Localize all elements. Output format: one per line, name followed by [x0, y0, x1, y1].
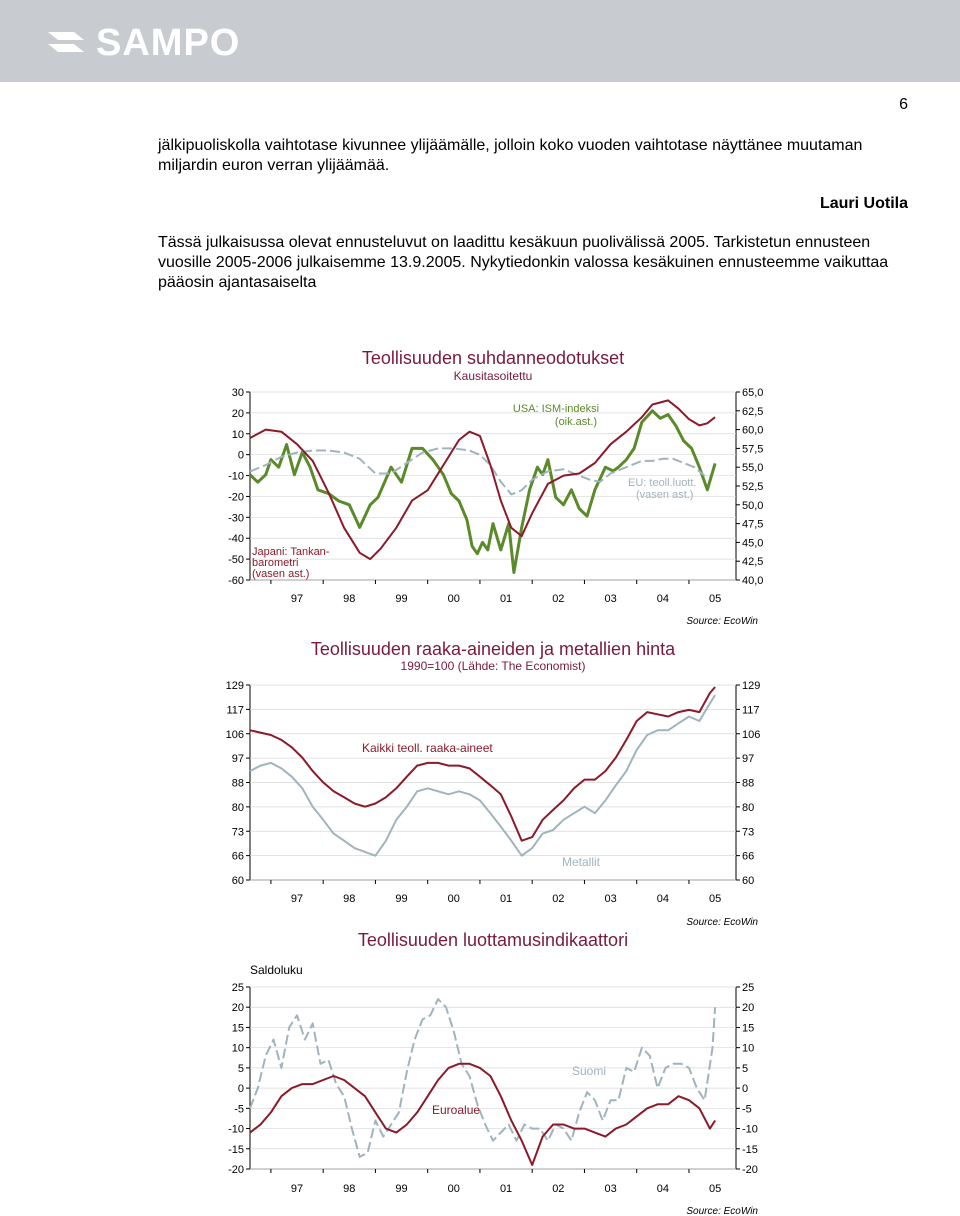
label-suomi: Suomi [572, 1064, 607, 1078]
x-tick-label: 02 [552, 1183, 565, 1195]
x-tick-label: 98 [343, 593, 356, 605]
y-tick-label-right: 80 [742, 801, 755, 814]
chart-subtitle: Saldoluku [250, 963, 303, 977]
x-tick-label: 05 [708, 593, 722, 605]
y-tick-label-left: -10 [228, 1123, 244, 1136]
x-tick-label: 02 [552, 893, 565, 905]
label-japan-3: (vasen ast.) [252, 568, 310, 580]
series-line-0 [250, 687, 715, 841]
y-tick-label-right: -15 [742, 1143, 758, 1156]
x-tick-label: 04 [656, 893, 669, 905]
y-tick-label-right: 0 [742, 1083, 749, 1096]
page-number: 6 [899, 96, 908, 113]
y-tick-label-right: 10 [742, 1042, 755, 1055]
x-tick-label: 05 [708, 893, 722, 905]
chart-subtitle: Kausitasoitettu [453, 369, 533, 383]
y-tick-label-left: -30 [228, 512, 244, 525]
y-tick-label-left: -5 [234, 1103, 244, 1116]
x-tick-label: 99 [395, 593, 408, 605]
y-tick-label-left: -20 [228, 491, 244, 504]
y-tick-label-right: 73 [742, 826, 755, 839]
y-tick-label-right: 62,5 [742, 405, 764, 418]
y-tick-label-left: 97 [231, 753, 244, 766]
y-tick-label-left: -20 [228, 1164, 244, 1176]
x-tick-label: 00 [447, 593, 460, 605]
y-tick-label-right: 45,0 [742, 537, 764, 550]
y-tick-label-left: 60 [231, 875, 244, 887]
y-tick-label-left: 129 [225, 680, 244, 692]
y-tick-label-right: -5 [742, 1103, 752, 1116]
y-tick-label-left: 73 [231, 826, 244, 839]
y-tick-label-right: 66 [742, 850, 755, 863]
x-tick-label: 99 [395, 1183, 408, 1195]
chart-title: Teollisuuden suhdanneodotukset [361, 348, 625, 368]
y-tick-label-right: -20 [742, 1164, 758, 1176]
y-tick-label-right: 40,0 [742, 575, 764, 587]
x-tick-label: 98 [343, 893, 356, 905]
author-name: Lauri Uotila [819, 195, 908, 212]
y-tick-label-left: 25 [231, 982, 244, 994]
y-tick-label-right: 25 [742, 982, 755, 994]
chart-subtitle: 1990=100 (Lähde: The Economist) [400, 659, 586, 673]
y-tick-label-left: 88 [231, 777, 244, 790]
y-tick-label-right: 15 [742, 1022, 755, 1035]
y-tick-label-left: -60 [228, 575, 244, 587]
x-tick-label: 04 [656, 1183, 669, 1195]
x-tick-label: 03 [604, 593, 617, 605]
y-tick-label-left: 5 [237, 1062, 244, 1075]
label-usa-axis: (oik.ast.) [554, 416, 598, 428]
x-tick-label: 03 [604, 893, 617, 905]
y-tick-label-right: -10 [742, 1123, 758, 1136]
x-tick-label: 97 [290, 1183, 304, 1195]
x-tick-label: 99 [395, 893, 408, 905]
chart-title: Teollisuuden raaka-aineiden ja metallien hinta [310, 639, 676, 659]
y-tick-label-left: 66 [231, 850, 244, 863]
x-tick-label: 01 [499, 893, 513, 905]
y-tick-label-left: 0 [237, 449, 244, 462]
label-japan-2: barometri [252, 557, 299, 569]
x-tick-label: 05 [708, 1183, 722, 1195]
chart-source: Source: EcoWin [686, 1206, 758, 1216]
series-line-0 [250, 999, 715, 1157]
y-tick-label-left: 15 [231, 1022, 244, 1035]
y-tick-label-right: 47,5 [742, 518, 764, 531]
y-tick-label-right: 42,5 [742, 556, 764, 569]
y-tick-label-left: 20 [231, 1002, 244, 1015]
x-tick-label: 02 [552, 593, 565, 605]
y-tick-label-left: 117 [226, 704, 244, 717]
y-tick-label-left: 20 [231, 407, 244, 420]
chart-source: Source: EcoWin [686, 917, 758, 928]
x-tick-label: 03 [604, 1183, 617, 1195]
y-tick-label-left: 80 [231, 801, 244, 814]
y-tick-label-right: 50,0 [742, 499, 764, 512]
paragraph-1: jälkipuoliskolla vaihtotase kivunnee ylijäämälle, jolloin koko vuoden vaihtotase näyttänee muutaman miljardin euron verran ylijäämää. [158, 137, 863, 174]
label-metallit: Metallit [562, 855, 601, 869]
y-tick-label-right: 129 [742, 680, 761, 692]
label-eu: EU: teoll.luott. [628, 477, 697, 489]
y-tick-label-left: -40 [228, 533, 244, 546]
y-tick-label-right: 52,5 [742, 481, 764, 493]
y-tick-label-left: 30 [231, 387, 244, 399]
label-kaikki: Kaikki teoll. raaka-aineet [362, 741, 493, 755]
x-tick-label: 01 [499, 593, 513, 605]
y-tick-label-right: 88 [742, 777, 755, 790]
y-tick-label-right: 97 [742, 753, 755, 766]
x-tick-label: 98 [343, 1183, 356, 1195]
x-tick-label: 97 [290, 593, 304, 605]
label-usa: USA: ISM-indeksi [512, 403, 600, 415]
chart-title: Teollisuuden luottamusindikaattori [357, 930, 629, 950]
paragraph-2: Tässä julkaisussa olevat ennusteluvut on laadittu kesäkuun puolivälissä 2005. Tarkistetun ennusteen vuosille 2005-2006 julkaisemme 13.9.2005. Nykytiedonkin valossa kesäkuinen ennusteemme vaikuttaa pääosin ajantasaiselta [158, 234, 889, 291]
x-tick-label: 00 [447, 1183, 460, 1195]
y-tick-label-right: 60,0 [742, 424, 764, 437]
y-tick-label-right: 20 [742, 1002, 755, 1015]
x-tick-label: 04 [656, 593, 669, 605]
y-tick-label-left: 0 [237, 1083, 244, 1096]
series-line-1 [250, 695, 715, 856]
label-japan: Japani: Tankan- [252, 546, 330, 558]
x-tick-label: 01 [499, 1183, 513, 1195]
label-euroalue: Euroalue [432, 1103, 481, 1117]
y-tick-label-left: 10 [231, 1042, 244, 1055]
chart-source: Source: EcoWin [686, 616, 758, 627]
label-eu-axis: (vasen ast.) [636, 489, 694, 501]
y-tick-label-right: 5 [742, 1062, 749, 1075]
series-line-1 [250, 1064, 715, 1165]
y-tick-label-right: 55,0 [742, 462, 764, 475]
y-tick-label-right: 57,5 [742, 443, 764, 456]
x-tick-label: 00 [447, 893, 460, 905]
y-tick-label-right: 65,0 [742, 387, 764, 399]
y-tick-label-right: 60 [742, 875, 755, 887]
logo-text: SAMPO [96, 22, 241, 64]
y-tick-label-right: 117 [742, 704, 760, 717]
y-tick-label-left: 106 [225, 728, 244, 741]
y-tick-label-left: -50 [228, 554, 244, 567]
y-tick-label-right: 106 [742, 728, 761, 741]
x-tick-label: 97 [290, 893, 304, 905]
y-tick-label-left: -15 [228, 1143, 244, 1156]
y-tick-label-left: -10 [228, 470, 244, 483]
y-tick-label-left: 10 [231, 428, 244, 441]
